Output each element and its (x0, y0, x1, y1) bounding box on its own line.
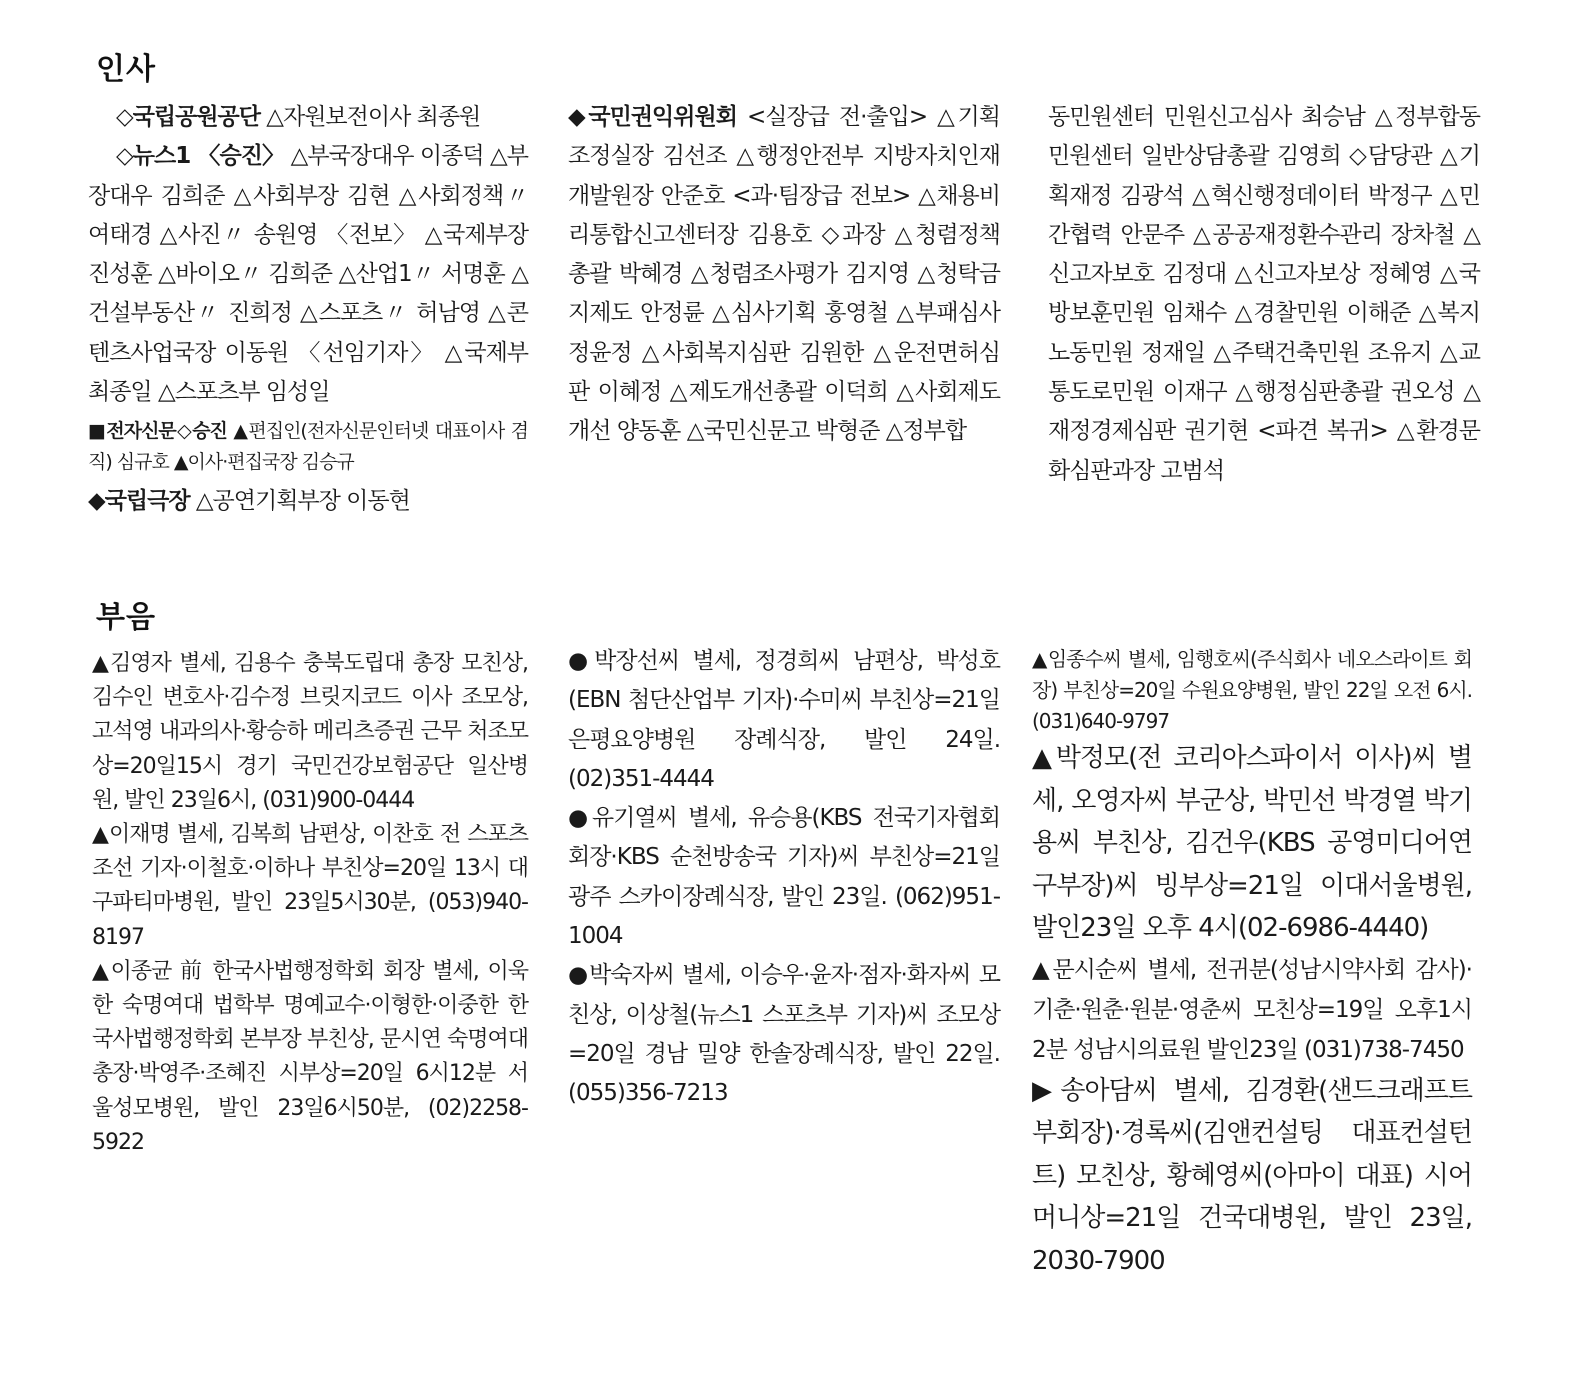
entry-text: ▲편집인(전자신문인터넷 대표이사 겸직) 심규호 ▲이사·편집국장 김승규 (88, 420, 528, 474)
obituary-entry: ▲이종균 前 한국사법행정학회 회장 별세, 이욱한 숙명여대 법학부 명예교수·이형한·이중한 한국사법행정학회 본부장 부친상, 문시연 숙명여대 총장·박영주·조혜진 시부상=20일 6시12분 서울성모병원, 발인 23일6시50분, (02)2258-5922 (92, 958, 528, 1155)
obituary-entry: ▶송아담씨 별세, 김경환(샌드크래프트 부회장)·경록씨(김앤컨설팅 대표컨설턴트) 모친상, 황혜영씨(아마이 대표) 시어머니상=21일 건국대병원, 발인 23일, 2030-7900 (1032, 1075, 1472, 1276)
obituary-entry: ▲임종수씨 별세, 임행호씨(주식회사 네오스라이트 회장) 부친상=20일 수원요양병원, 발인 22일 오전 6시. (031)640-9797 (1032, 647, 1472, 733)
obituary-entry: ▲박정모(전 코리아스파이서 이사)씨 별세, 오영자씨 부군상, 박민선 박경열 박기용씨 부친상, 김건우(KBS 공영미디어연구부장)씨 빙부상=21일 이대서울병원, 발인23일 오후 4시(02-6986-4440) (1032, 743, 1472, 943)
insa-column-1 (88, 98, 528, 522)
obituary-entry: ●유기열씨 별세, 유승용(KBS 전국기자협회 회장·KBS 순천방송국 기자)씨 부친상=21일 광주 스카이장례식장, 발인 23일. (062)951-1004 (568, 805, 1000, 950)
obituary-entry: ▲이재명 별세, 김복희 남편상, 이찬호 전 스포츠조선 기자·이철호·이하나 부친상=20일 13시 대구파티마병원, 발인 23일5시30분, (053)940-8197 (92, 822, 528, 950)
bueum-column-1 (92, 647, 528, 1160)
bueum-column-2 (568, 642, 1000, 1114)
insa-entry (88, 98, 528, 137)
entry-text: △자원보전이사 최종원 (260, 104, 481, 130)
insa-entry (88, 137, 528, 412)
bueum-column-3 (1032, 644, 1472, 1282)
org-name: ◆국민권익위원회 (568, 104, 737, 130)
insa-column-3 (1048, 98, 1480, 491)
obituary-entry: ●박숙자씨 별세, 이승우·윤자·점자·화자씨 모친상, 이상철(뉴스1 스포츠부 기자)씨 조모상=20일 경남 밀양 한솔장례식장, 발인 22일. (055)356-7213 (568, 962, 1000, 1107)
org-name: ◇뉴스1 〈승진〉 (116, 143, 285, 170)
section-title-insa: 인사 (96, 52, 156, 87)
org-name: ◆국립극장 (88, 488, 190, 515)
org-name: ◇국립공원공단 (116, 104, 260, 130)
insa-entry (88, 482, 528, 521)
insa-entry (1048, 98, 1480, 491)
entry-text: △부국장대우 이종덕 △부장대우 김희준 △사회부장 김현 △사회정책〃 여태경 △사진〃 송원영 〈전보〉 △국제부장 진성훈 △바이오〃 김희준 △산업1〃 서명훈 △건설부동산〃 진희정 △스포츠〃 허남영 △콘텐츠사업국장 이동원 〈선임기자〉 △국제부 최종일 △스포츠부 임성일 (88, 143, 528, 406)
entry-text: <실장급 전·출입> △기획조정실장 김선조 △행정안전부 지방자치인재개발원장 안준호 <과·팀장급 전보> △채용비리통합신고센터장 김용호 ◇과장 △청렴정책총괄 박혜경 △청렴조사평가 김지영 △청탁금지제도 안정륜 △심사기획 홍영철 △부패심사 정윤정 △사회복지심판 김원한 △운전면허심판 이혜정 △제도개선총괄 이덕희 △사회제도개선 양동훈 △국민신문고 박형준 △정부합 (568, 104, 1000, 445)
entry-text: 동민원센터 민원신고심사 최승남 △정부합동민원센터 일반상담총괄 김영희 ◇담당관 △기획재정 김광석 △혁신행정데이터 박정구 △민간협력 안문주 △공공재정환수관리 장차철 △신고자보호 김정대 △신고자보상 정혜영 △국방보훈민원 임채수 △경찰민원 이해준 △복지노동민원 정재일 △주택건축민원 조유지 △교통도로민원 이재구 △행정심판총괄 권오성 △재정경제심판 권기현 <파견 복귀> △환경문화심판과장 고범석 (1048, 104, 1480, 484)
obituary-entry: ●박장선씨 별세, 정경희씨 남편상, 박성호(EBN 첨단산업부 기자)·수미씨 부친상=21일 은평요양병원 장례식장, 발인 24일. (02)351-4444 (568, 648, 1000, 792)
insa-entry (568, 98, 1000, 452)
entry-text: △공연기획부장 이동현 (189, 488, 410, 515)
insa-entry (88, 416, 528, 478)
obituary-entry: ▲김영자 별세, 김용수 충북도립대 총장 모친상, 김수인 변호사·김수정 브릿지코드 이사 조모상, 고석영 내과의사·황승하 메리츠증권 근무 처조모상=20일15시 경기 국민건강보험공단 일산병원, 발인 23일6시, (031)900-0444 (92, 651, 528, 813)
section-title-bueum: 부음 (96, 600, 156, 635)
obituary-entry: ▲문시순씨 별세, 전귀분(성남시약사회 감사)·기춘·원춘·원분·영춘씨 모친상=19일 오후1시2분 성남시의료원 발인23일 (031)738-7450 (1032, 956, 1472, 1063)
insa-column-2 (568, 98, 1000, 452)
org-name: ■전자신문◇승진 (88, 420, 227, 443)
